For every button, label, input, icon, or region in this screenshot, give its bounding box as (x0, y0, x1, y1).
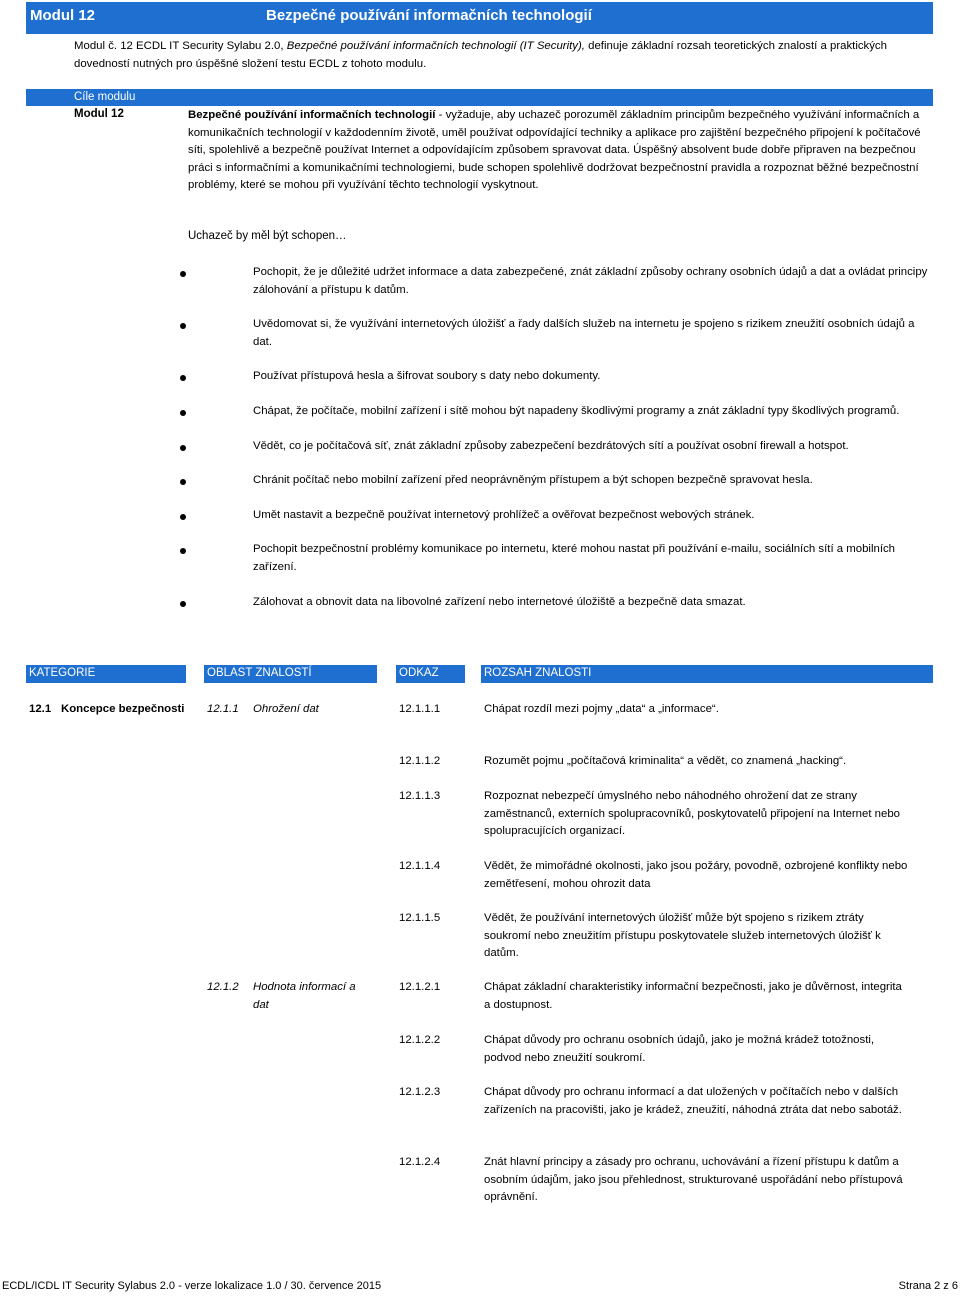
list-item: Pochopit bezpečnostní problémy komunikace po internetu, které mohou nastat při používání e-mailu, sociálních sítí a mobilních zařízení. (180, 541, 930, 576)
category-number: 12.1 (29, 703, 52, 715)
goals-bar (26, 89, 933, 106)
header-area: OBLAST ZNALOSTÍ (204, 665, 377, 683)
row-text: Vědět, že mimořádné okolnosti, jako jsou požáry, povodně, ozbrojené konflikty nebo zemětřesení, mohou ohrozit data (484, 860, 908, 890)
header-ref: ODKAZ (396, 665, 465, 683)
list-item: Chápat, že počítače, mobilní zařízení i sítě mohou být napadeny škodlivými programy a znát základní typy škodlivých programů. (180, 403, 930, 421)
bullet-icon (180, 410, 186, 416)
row-ref: 12.1.1.1 (399, 703, 441, 715)
bullet-icon (180, 601, 186, 607)
bullet-icon (180, 548, 186, 554)
row-text: Vědět, že používání internetových úložišť může být spojeno s rizikem ztráty soukromí nebo zneužitím přístupu poskytovatele služeb internetových úložišť k datům. (484, 912, 881, 960)
bullet-icon (180, 445, 186, 451)
row-text: Chápat důvody pro ochranu osobních údajů, jako je možná krádež totožnosti, podvod nebo zneužití soukromí. (484, 1034, 875, 1064)
intro-prefix: Modul č. 12 ECDL IT Security Sylabu 2.0, (74, 40, 284, 52)
goals-bar-label: Cíle modulu (74, 91, 136, 103)
row-ref: 12.1.1.2 (399, 755, 441, 767)
intro-suffix: definuje základní rozsah teoretických znalostí a praktických dovedností nutných pro úspěšné složení testu ECDL z tohoto modulu. (74, 40, 887, 70)
list-item: Pochopit, že je důležité udržet informace a data zabezpečené, znát základní způsoby ochrany osobních údajů a dat a ovládat principy zálohování a přístupu k datům. (180, 264, 930, 299)
bullet-icon (180, 271, 186, 277)
row-text: Rozpoznat nebezpečí úmyslného nebo náhodného ohrožení dat ze strany zaměstnanců, externích spolupracovníků, poskytovatelů připojení na Internet nebo spolupracujících organizací. (484, 790, 901, 838)
list-item: Uvědomovat si, že využívání internetových úložišť a řady dalších služeb na internetu je spojeno s rizikem zneužití osobních údajů a dat. (180, 316, 930, 351)
list-item: Umět nastavit a bezpečně používat internetový prohlížeč a ověřovat bezpečnost webových stránek. (180, 507, 930, 525)
footer-page-number: Strana 2 z 6 (898, 1280, 958, 1292)
bullet-icon (180, 375, 186, 381)
row-text: Rozumět pojmu „počítačová kriminalita“ a vědět, co znamená „hacking“. (484, 755, 847, 767)
candidate-intro: Uchazeč by měl být schopen… (188, 230, 347, 242)
list-item: Chránit počítač nebo mobilní zařízení před neoprávněným přístupem a být schopen bezpečně spravovat hesla. (180, 472, 930, 490)
skills-list (180, 264, 930, 628)
goals-text (188, 107, 924, 195)
row-text: Chápat rozdíl mezi pojmy „data“ a „informace“. (484, 703, 719, 715)
bullet-icon (180, 323, 186, 329)
footer-left: ECDL/ICDL IT Security Sylabus 2.0 - verze lokalizace 1.0 / 30. července 2015 (2, 1280, 382, 1292)
intro-paragraph (74, 38, 934, 73)
row-ref: 12.1.2.2 (399, 1034, 441, 1046)
area-number: 12.1.2 (207, 981, 239, 993)
bullet-icon (180, 479, 186, 485)
bullet-icon (180, 514, 186, 520)
list-item: Používat přístupová hesla a šifrovat soubory s daty nebo dokumenty. (180, 368, 930, 386)
list-item: Vědět, co je počítačová síť, znát základní způsoby zabezpečení bezdrátových sítí a používat osobní firewall a hotspot. (180, 438, 930, 456)
row-ref: 12.1.1.4 (399, 860, 441, 872)
row-ref: 12.1.2.3 (399, 1086, 441, 1098)
module-title: Bezpečné používání informačních technologií (266, 7, 592, 24)
intro-italic: Bezpečné používání informačních technologií (IT Security), (286, 40, 585, 52)
header-category: KATEGORIE (26, 665, 186, 683)
list-item: Zálohovat a obnovit data na libovolné zařízení nebo internetové úložiště a bezpečně data smazat. (180, 594, 930, 612)
row-text: Chápat důvody pro ochranu informací a dat uložených v počítačích nebo v dalších zařízeních na pracovišti, jako je krádež, zneužití, náhodná ztráta dat nebo sabotáž. (484, 1086, 902, 1116)
row-text: Znát hlavní principy a zásady pro ochranu, uchovávání a řízení přístupu k datům a osobním údajům, jako jsou přehlednost, strukturované uspořádání nebo přístupová oprávnění. (484, 1156, 903, 1204)
module-header-bar (26, 2, 933, 34)
goals-bold-lead: Bezpečné používání informačních technologií (188, 109, 436, 121)
header-scope: ROZSAH ZNALOSTI (481, 665, 933, 683)
row-ref: 12.1.1.5 (399, 912, 441, 924)
area-number: 12.1.1 (207, 703, 239, 715)
module-number: Modul 12 (30, 7, 96, 24)
category-name: Koncepce bezpečnosti (61, 703, 185, 715)
row-ref: 12.1.2.1 (399, 981, 441, 993)
row-text: Chápat základní charakteristiky informační bezpečnosti, jako je důvěrnost, integrita a dostupnost. (484, 981, 902, 1011)
area-name: Ohrožení dat (253, 703, 319, 715)
area-name: Hodnota informací a dat (253, 981, 356, 1011)
row-ref: 12.1.2.4 (399, 1156, 441, 1168)
goals-body: - vyžaduje, aby uchazeč porozuměl základním principům bezpečného využívání informačních a komunikačních technologií v každodenním životě, uměl používat odpovídající techniky a aplikace pro zajištění bezpečného připojení k počítačové síti, spolehlivě a bezpečně používat Internet a odpovídajícím způsobem spravovat data. Úspěšný absolvent bude dobře připraven na bezpečnou práci s informačními a komunikačními technologiemi, bude schopen spolehlivě dodržovat bezpečnostní pravidla a rozpoznat běžné bezpečnostní problémy, které se mohou při využívání těchto technologií vyskytnout. (188, 109, 921, 192)
goals-module-label: Modul 12 (74, 108, 124, 120)
row-ref: 12.1.1.3 (399, 790, 441, 802)
